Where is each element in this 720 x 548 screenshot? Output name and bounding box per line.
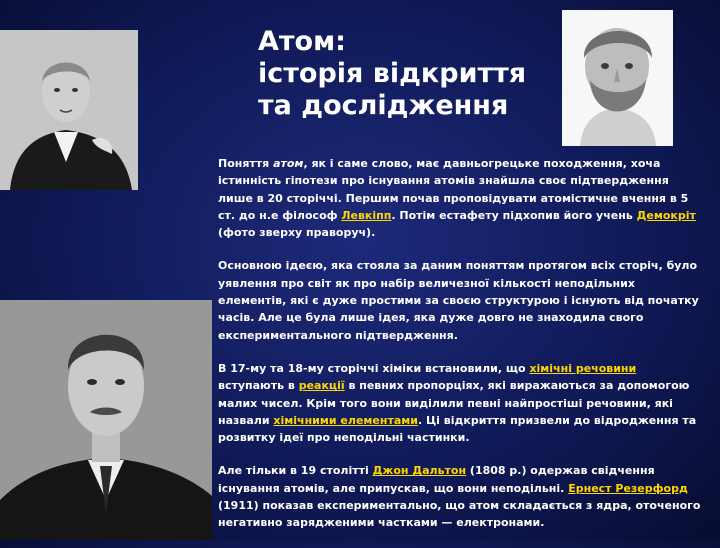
text-segment: (фото зверху праворуч). <box>218 226 376 240</box>
democritus-bust <box>562 10 673 146</box>
link[interactable]: Ернест Резерфорд <box>568 481 688 495</box>
link[interactable]: реакції <box>298 379 345 393</box>
text-segment: (1911) показав експериментально, що атом складається з ядра, оточеного негативно зарядженими частками — електронами. <box>218 499 701 530</box>
text-segment: (1808 р.) одержав свідчення існування атомів, але припускав, що вони неподільні. <box>218 464 655 495</box>
paragraph-2 <box>218 257 706 343</box>
text-segment: в певних пропорціях, які виражаються за допомогою малих чисел. Крім того вони виділили певні найпростіші речовини, які назвали <box>218 379 690 427</box>
link[interactable]: хімічними елементами <box>273 413 418 427</box>
slide-title <box>258 26 558 122</box>
dalton-portrait <box>0 30 138 190</box>
text-segment: . Ці відкриття призвели до відродження та розвитку ідеї про неподільні частинки. <box>218 413 697 445</box>
link[interactable]: хімічні речовини <box>529 361 637 375</box>
emphasis-text: атом <box>273 157 304 170</box>
text-segment: Поняття <box>218 157 274 170</box>
text-segment: В 17-му та 18-му сторіччі хіміки встановили, що <box>218 361 530 375</box>
link[interactable]: Демокріт <box>636 208 696 222</box>
title-line-1: Атом: <box>258 26 346 57</box>
rutherford-portrait <box>0 300 212 540</box>
body-text <box>218 155 706 548</box>
text-segment: Основною ідеєю, яка стояла за даним поняттям протягом всіх сторіч, було уявлення про світ як про набір величезної кількості неподільних елементів, які є дуже простими за своєю структурою і існують від початку часів. Але це була лише ідея, яка дуже довго не знаходила свого експериментального підтвердження. <box>218 259 699 342</box>
title-line-2: історія відкриття <box>258 58 527 89</box>
text-segment: Але тільки в 19 столітті <box>218 464 373 478</box>
link[interactable]: Джон Дальтон <box>372 464 467 478</box>
link[interactable]: Левкіпп <box>341 208 392 222</box>
paragraph-1 <box>218 155 706 241</box>
title-line-3: та дослідження <box>258 90 509 121</box>
paragraph-3 <box>218 360 706 446</box>
text-segment: вступають в <box>218 379 299 393</box>
paragraph-4 <box>218 462 706 531</box>
text-segment: . Потім естафету підхопив його учень <box>391 208 637 222</box>
text-segment: , як і саме слово, має давньогрецьке походження, хоча істинність гіпотези про існування атомів знайшла своє підтвердження лише в 20 сторіччі. Першим почав проповідувати атомістичне вчення в 5 ст. до н.е філософ <box>218 157 689 222</box>
